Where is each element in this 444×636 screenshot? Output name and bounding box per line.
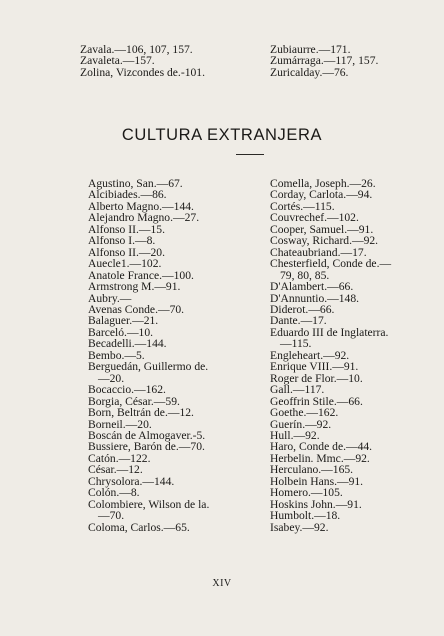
index-entry: Homero.—105. xyxy=(270,486,343,500)
title-rule xyxy=(236,154,264,155)
index-entry: Roger de Flor.—10. xyxy=(270,371,363,385)
index-entry: Auecle1.—102. xyxy=(88,257,162,271)
index-entry: Bocaccio.—162. xyxy=(88,383,166,397)
right-index-column xyxy=(270,178,391,533)
index-entry: Isabey.—92. xyxy=(270,520,329,534)
index-entry: Borneil.—20. xyxy=(88,417,152,431)
index-entry: Zuricalday.—76. xyxy=(270,65,349,79)
page-number: XIV xyxy=(212,578,232,589)
index-entry: Barceló.—10. xyxy=(88,325,154,339)
section-title: CULTURA EXTRANJERA xyxy=(121,126,323,144)
index-entry: Aubry.— xyxy=(88,291,132,305)
index-entry: Alcibiades.—86. xyxy=(88,188,167,202)
index-entry: D'Annuntio.—148. xyxy=(270,291,360,305)
index-entry-continuation: —20. xyxy=(98,371,125,385)
index-entry: Berguedán, Guillermo de. xyxy=(88,360,209,374)
index-entry: Hoskins John.—91. xyxy=(270,497,362,511)
index-entry: Catón.—122. xyxy=(88,451,151,465)
index-entry: Alfonso II.—20. xyxy=(88,245,165,259)
index-entry: Cortés.—115. xyxy=(270,199,335,213)
index-entry: Bembo.—5. xyxy=(88,348,145,362)
index-entry: Colón.—8. xyxy=(88,486,140,500)
index-entry: Alfonso II.—15. xyxy=(88,222,165,236)
index-entry: D'Alambert.—66. xyxy=(270,280,354,294)
index-entry: Herbelin. Mmc.—92. xyxy=(270,451,370,465)
index-entry: Zolina, Vizcondes de.-101. xyxy=(80,65,205,79)
index-entry: Coloma, Carlos.—65. xyxy=(88,520,190,534)
index-entry: Zumárraga.—117, 157. xyxy=(270,54,379,68)
index-entry: Engleheart.—92. xyxy=(270,348,350,362)
index-entry: Couvrechef.—102. xyxy=(270,211,359,225)
index-entry: Corday, Carlota.—94. xyxy=(270,188,373,202)
index-entry: Boscán de Almogaver.-5. xyxy=(88,428,206,442)
index-entry: Chrysolora.—144. xyxy=(88,474,175,488)
index-entry: Balaguer.—21. xyxy=(88,314,159,328)
index-entry: Chesterfield, Conde de.— xyxy=(270,257,392,271)
index-entry: Eduardo III de Inglaterra. xyxy=(270,325,389,339)
index-entry: Dante.—17. xyxy=(270,314,327,328)
index-entry: Chateaubriand.—17. xyxy=(270,245,367,259)
index-entry: Agustino, San.—67. xyxy=(88,177,183,190)
index-entry: Comella, Joseph.—26. xyxy=(270,177,376,190)
index-entry: Zavala.—106, 107, 157. xyxy=(80,43,193,56)
index-entry: Diderot.—66. xyxy=(270,302,335,316)
index-entry: Zavaleta.—157. xyxy=(80,54,155,68)
index-entry: Cooper, Samuel.—91. xyxy=(270,222,374,236)
index-entry: Borgia, César.—59. xyxy=(88,394,180,408)
left-index-column xyxy=(88,178,209,533)
index-entry: Colombiere, Wilson de la. xyxy=(88,497,210,511)
index-entry: Gall.—117. xyxy=(270,383,325,397)
index-entry: Enrique VIII.—91. xyxy=(270,360,359,374)
index-entry: Anatole France.—100. xyxy=(88,268,194,282)
index-entry-continuation: 79, 80, 85. xyxy=(280,268,330,282)
index-entry: Cosway, Richard.—92. xyxy=(270,234,379,248)
index-entry: Haro, Conde de.—44. xyxy=(270,440,373,454)
index-entry: Avenas Conde.—70. xyxy=(88,302,185,316)
top-left-index xyxy=(80,44,205,78)
index-entry: Holbein Hans.—91. xyxy=(270,474,364,488)
index-entry: César.—12. xyxy=(88,463,143,477)
index-entry: Geoffrin Stile.—66. xyxy=(270,394,363,408)
index-entry-continuation: —115. xyxy=(280,337,312,351)
index-entry: Herculano.—165. xyxy=(270,463,354,477)
index-entry: Alejandro Magno.—27. xyxy=(88,211,200,225)
index-entry: Becadelli.—144. xyxy=(88,337,167,351)
index-entry: Hull.—92. xyxy=(270,428,320,442)
index-entry: Alfonso I.—8. xyxy=(88,234,156,248)
index-entry: Armstrong M.—91. xyxy=(88,280,181,294)
index-entry: Born, Beltrán de.—12. xyxy=(88,406,194,420)
top-right-index xyxy=(270,44,378,78)
index-entry: Guerín.—92. xyxy=(270,417,332,431)
index-entry: Bussiere, Barón de.—70. xyxy=(88,440,205,454)
index-entry: Zubiaurre.—171. xyxy=(270,43,351,56)
index-entry: Goethe.—162. xyxy=(270,406,339,420)
index-entry: Alberto Magno.—144. xyxy=(88,199,194,213)
index-entry: Humbolt.—18. xyxy=(270,509,341,523)
index-entry-continuation: —70. xyxy=(98,509,125,523)
